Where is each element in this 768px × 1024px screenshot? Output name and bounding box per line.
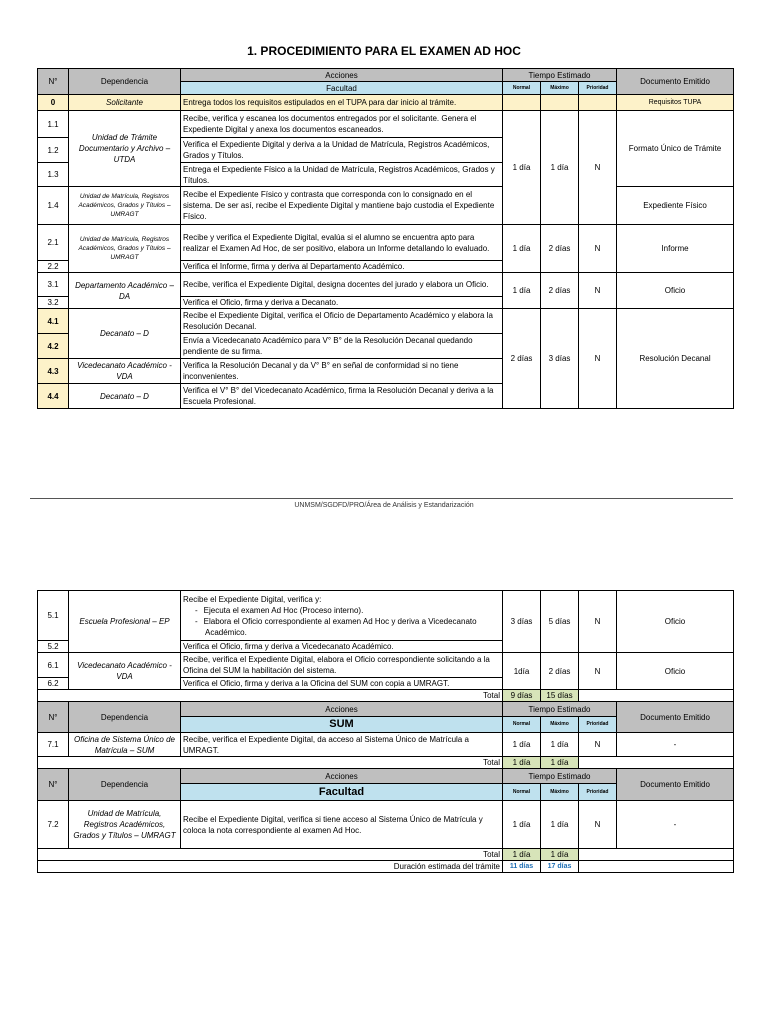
row-dependencia: Unidad de Matrícula, Registros Académicos, Grados y Títulos –UMRAGT [69,187,181,225]
table-row [38,653,734,678]
header-acciones: Acciones [181,702,503,717]
priority: N [579,273,617,309]
header-tiempo: Tiempo Estimado [503,769,617,784]
row-documento: Informe [617,225,734,273]
row-acciones: Verifica el Oficio, firma y deriva a Decanato. [181,297,503,309]
row-number: 1.4 [38,187,69,225]
time-normal: 1 día [503,801,541,849]
row-documento: Oficio [617,591,734,653]
table-row [38,591,734,641]
duration-normal: 11 días [503,861,541,873]
row-documento: Resolución Decanal [617,309,734,409]
row-number: 5.1 [38,591,69,641]
header-num: N° [38,702,69,733]
total-normal: 1 día [503,849,541,861]
page-title: 1. PROCEDIMIENTO PARA EL EXAMEN AD HOC [247,44,521,58]
header-dependencia: Dependencia [69,702,181,733]
header-acciones: Acciones [181,69,503,82]
row-acciones: Recibe el Expediente Físico y contrasta que corresponda con lo consignado en el sistema. De ser así, recibe el Expediente Digital y mantiene bajo custodia el Expediente Físico. [181,187,503,225]
total-maximo: 15 días [541,690,579,702]
time-maximo: 1 día [541,733,579,757]
priority: N [579,111,617,225]
time-maximo: 3 días [541,309,579,409]
row-number: 6.1 [38,653,69,678]
row-documento: Expediente Físico [617,187,734,225]
row-documento: Requisitos TUPA [617,95,734,111]
row-documento: Oficio [617,273,734,309]
row-dependencia: Solicitante [69,95,181,111]
row-acciones: Verifica la Resolución Decanal y da V° B° en señal de conformidad si no tiene inconvenientes. [181,359,503,384]
row-number: 3.1 [38,273,69,297]
total-normal: 1 día [503,757,541,769]
row-acciones-intro: Recibe el Expediente Digital, verifica y: [183,594,322,604]
row-acciones: Recibe, verifica el Expediente Digital, designa docentes del jurado y elabora un Oficio. [181,273,503,297]
row-dependencia: Unidad de Matrícula, Registros Académicos, Grados y Títulos –UMRAGT [69,225,181,273]
header-prioridad: Prioridad [579,82,617,95]
row-dependencia: Escuela Profesional – EP [69,591,181,653]
header-acciones: Acciones [181,769,503,784]
row-dependencia: Unidad de Matrícula, Registros Académicos, Grados y Títulos – UMRAGT [69,801,181,849]
total-row [38,849,734,861]
row-number: 2.2 [38,261,69,273]
section-sum: SUM [181,717,503,733]
row-number: 2.1 [38,225,69,261]
footer-divider [30,498,733,499]
row-acciones: Verifica el Informe, firma y deriva al Departamento Académico. [181,261,503,273]
row-acciones: Recibe, verifica el Expediente Digital, elabora el Oficio correspondiente solicitando a la Oficina del SUM la habilitación del sistema. [181,653,503,678]
time-normal: 1 día [503,733,541,757]
total-row [38,757,734,769]
row-number: 5.2 [38,641,69,653]
priority: N [579,801,617,849]
row-acciones: Recibe y verifica el Expediente Digital, evalúa si el alumno se encuentra apto para realizar el Examen Ad Hoc, de ser positivo, elabora un Informe detallando lo evaluado. [181,225,503,261]
footer-text: UNMSM/SGDFD/PRO/Área de Análisis y Estandarización [294,502,474,509]
row-acciones: Entrega todos los requisitos estipulados en el TUPA para dar inicio al trámite. [181,95,503,111]
row-acciones: Verifica el Oficio, firma y deriva a la Oficina del SUM con copia a UMRAGT. [181,678,503,690]
table-row [38,733,734,757]
header-dependencia: Dependencia [69,69,181,95]
header-dependencia: Dependencia [69,769,181,801]
row-number: 7.2 [38,801,69,849]
priority: N [579,225,617,273]
header-normal: Normal [503,717,541,733]
table-row [38,801,734,849]
row-dependencia: Unidad de Trámite Documentario y Archivo – UTDA [69,111,181,187]
time-maximo: 2 días [541,225,579,273]
row-documento: - [617,733,734,757]
row-number: 1.3 [38,163,69,187]
table-row [38,95,734,111]
duration-row [38,861,734,873]
total-maximo: 1 día [541,849,579,861]
row-number: 1.1 [38,111,69,138]
table-row [38,225,734,261]
header-documento: Documento Emitido [617,769,734,801]
row-acciones: Recibe el Expediente Digital, verifica si tiene acceso al Sistema Único de Matrícula y coloca la nota correspondiente al examen Ad Hoc. [181,801,503,849]
row-number: 6.2 [38,678,69,690]
total-label: Total [38,690,503,702]
time-maximo: 2 días [541,653,579,690]
header-normal: Normal [503,82,541,95]
header-maximo: Máximo [541,784,579,801]
row-acciones: Verifica el Oficio, firma y deriva a Vicedecanato Académico. [181,641,503,653]
row-dependencia: Decanato – D [69,384,181,409]
row-number: 4.2 [38,334,69,359]
row-documento: - [617,801,734,849]
priority: N [579,653,617,690]
header-documento: Documento Emitido [617,702,734,733]
row-dependencia: Vicedecanato Académico - VDA [69,359,181,384]
row-dependencia: Departamento Académico – DA [69,273,181,309]
row-number: 0 [38,95,69,111]
row-acciones: Recibe, verifica y escanea los documentos entregados por el solicitante. Genera el Expediente Digital y anexa los documentos escaneados. [181,111,503,138]
total-label: Total [38,849,503,861]
total-row [38,690,734,702]
time-normal: 3 días [503,591,541,653]
row-acciones: Recibe el Expediente Digital, verifica el Oficio de Departamento Académico y elabora la Resolución Decanal. [181,309,503,334]
row-acciones: Verifica el V° B° del Vicedecanato Académico, firma la Resolución Decanal y deriva a la Escuela Profesional. [181,384,503,409]
header-maximo: Máximo [541,82,579,95]
row-dependencia: Oficina de Sistema Único de Matrícula – SUM [69,733,181,757]
duration-label: Duración estimada del trámite [38,861,503,873]
time-normal: 2 días [503,309,541,409]
row-number: 4.4 [38,384,69,409]
time-normal: 1 día [503,111,541,225]
header-tiempo: Tiempo Estimado [503,702,617,717]
header-prioridad: Prioridad [579,717,617,733]
section-facultad: Facultad [181,784,503,801]
acciones-list [183,605,500,638]
row-documento: Formato Único de Trámite [617,111,734,187]
row-number: 7.1 [38,733,69,757]
header-num: N° [38,69,69,95]
row-number: 1.2 [38,138,69,163]
table-row [38,187,734,225]
header-tiempo: Tiempo Estimado [503,69,617,82]
table-row [38,111,734,138]
table-row [38,309,734,334]
list-item: - Elabora el Oficio correspondiente al examen Ad Hoc y deriva a Vicedecanato Académico. [205,616,500,638]
row-number: 3.2 [38,297,69,309]
row-documento: Oficio [617,653,734,690]
priority: N [579,591,617,653]
row-number: 4.1 [38,309,69,334]
row-number: 4.3 [38,359,69,384]
time-normal: 1día [503,653,541,690]
row-acciones: Recibe, verifica el Expediente Digital, da acceso al Sistema Único de Matrícula a UMRAGT. [181,733,503,757]
time-maximo: 1 día [541,111,579,225]
time-normal: 1 día [503,273,541,309]
header-normal: Normal [503,784,541,801]
section-facultad: Facultad [181,82,503,95]
procedure-table-2 [37,590,734,873]
row-acciones: Verifica el Expediente Digital y deriva a la Unidad de Matrícula, Registros Académicos, Grados y Títulos. [181,138,503,163]
time-maximo: 2 días [541,273,579,309]
duration-maximo: 17 días [541,861,579,873]
row-dependencia: Decanato – D [69,309,181,359]
row-acciones [181,591,503,641]
procedure-table-1 [37,68,734,409]
total-label: Total [38,757,503,769]
time-maximo: 5 días [541,591,579,653]
header-num: N° [38,769,69,801]
table-row [38,273,734,297]
row-acciones: Envía a Vicedecanato Académico para V° B° de la Resolución Decanal quedando pendiente de su firma. [181,334,503,359]
total-maximo: 1 día [541,757,579,769]
priority: N [579,733,617,757]
header-maximo: Máximo [541,717,579,733]
priority: N [579,309,617,409]
header-prioridad: Prioridad [579,784,617,801]
row-acciones: Entrega el Expediente Físico a la Unidad de Matrícula, Registros Académicos, Grados y Títulos. [181,163,503,187]
header-documento: Documento Emitido [617,69,734,95]
total-normal: 9 días [503,690,541,702]
row-dependencia: Vicedecanato Académico - VDA [69,653,181,690]
time-maximo: 1 día [541,801,579,849]
time-normal: 1 día [503,225,541,273]
list-item: - Ejecuta el examen Ad Hoc (Proceso interno). [205,605,500,616]
